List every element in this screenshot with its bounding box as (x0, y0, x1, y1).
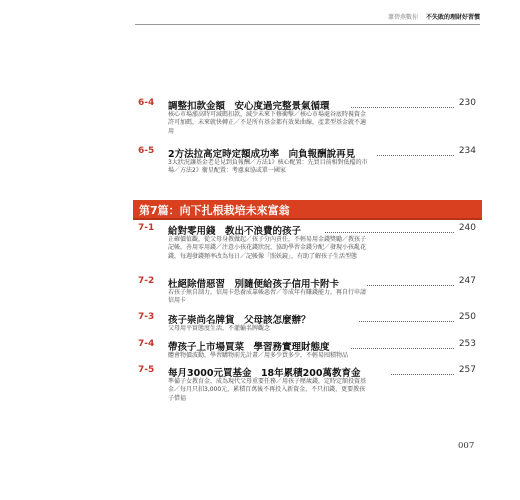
entry-description: 父母用平實態度生活，不灌輸名牌觀念 (168, 325, 271, 332)
entry-page: 230 (458, 98, 476, 108)
toc-entry-6-5[interactable] (135, 146, 480, 186)
entry-description: 若孩子無自制力，信用卡恐養成靠帳惡習／等成年有賺錢能力，再自行申請信用卡 (168, 289, 367, 305)
toc-entry-7-2[interactable] (135, 276, 480, 306)
dot-leader (359, 321, 454, 322)
entry-description: 體會物價波動，學習購物前先計畫／用多少買多少，不輕易囤積物品 (168, 352, 349, 359)
entry-title: 給對零用錢 教出不浪費的孩子 (168, 226, 302, 237)
entry-page: 234 (458, 146, 476, 156)
running-header (290, 12, 480, 21)
entry-page: 240 (458, 223, 476, 233)
toc-entry-7-5[interactable] (135, 365, 480, 410)
part-banner (133, 200, 482, 219)
dot-leader (367, 285, 454, 286)
dot-leader (391, 374, 454, 375)
entry-title: 每月3000元買基金 18年累積200萬教育金 (168, 368, 361, 379)
toc-entry-6-4[interactable] (135, 98, 480, 148)
dot-leader (351, 107, 454, 108)
dot-leader (351, 348, 454, 349)
page-number: 007 (458, 441, 475, 451)
entry-number: 7-4 (138, 339, 155, 349)
entry-page: 250 (458, 312, 476, 322)
header-book-title: 不失敗的理財好習慣 (425, 14, 480, 21)
entry-page: 257 (458, 365, 476, 375)
entry-number: 7-3 (138, 312, 155, 322)
banner-underline (133, 218, 482, 220)
header-rule (135, 24, 480, 25)
entry-title: 孩子崇尚名牌貨 父母該怎麼辦？ (168, 315, 311, 326)
entry-title: 調整扣款金額 安心度過完整景氣循環 (168, 101, 330, 112)
entry-title: 杜絕除借惡習 別隨便給孩子信用卡附卡 (168, 279, 340, 290)
part-title: 第7篇：向下扎根栽培未來富翁 (139, 204, 290, 217)
entry-description: 3大狀況讓基金老是見到負報酬／方法1》核心配置：先買目前相對低檔的市場／方法2》衛星配置：考慮東協或單一國家 (168, 159, 368, 175)
toc-entry-7-4[interactable] (135, 339, 480, 361)
entry-number: 7-2 (138, 276, 155, 286)
entry-number: 6-5 (138, 146, 155, 156)
entry-page: 253 (458, 339, 476, 349)
entry-description: 準備子女教育金，成為現代父母重要任務／用孩子壓歲錢，定時定額投資基金／每月只扣3,000元，累積百萬後不再投入新資金，不只扣錢，更要教孩子惜福 (168, 378, 367, 402)
entry-number: 7-1 (138, 223, 155, 233)
entry-page: 247 (458, 276, 476, 286)
toc-entry-7-3[interactable] (135, 312, 480, 334)
dot-leader (325, 232, 454, 233)
entry-title: 帶孩子上市場買菜 學習務實理財態度 (168, 342, 330, 353)
entry-number: 6-4 (138, 98, 155, 108)
entry-title: 2方法拉高定時定額成功率 向負報酬說再見 (168, 149, 356, 160)
dot-leader (377, 155, 454, 156)
entry-description: 正確價值觀，從父母身教做起／孩子分內責任，不輕易用金錢獎勵／教孩子記帳，善用零用錢／注意小孩花錢狀況，協助學習金錢分配／發現小孩亂花錢，每週發錢頻率改為每日／記帳像「照妖鏡」，有助了解孩子生活型態 (168, 236, 367, 260)
header-author: 蕭碧燕數你 (388, 14, 419, 21)
entry-number: 7-5 (138, 365, 155, 375)
entry-description: 核心市場漲高時可減碼扣款，減少未來下修衝擊／核心市場處谷底時視資金許可加碼，未來就快轉正／不是所有基金都有效果曲線，產業型基金就不適用 (168, 111, 367, 135)
toc-entry-7-1[interactable] (135, 223, 480, 278)
